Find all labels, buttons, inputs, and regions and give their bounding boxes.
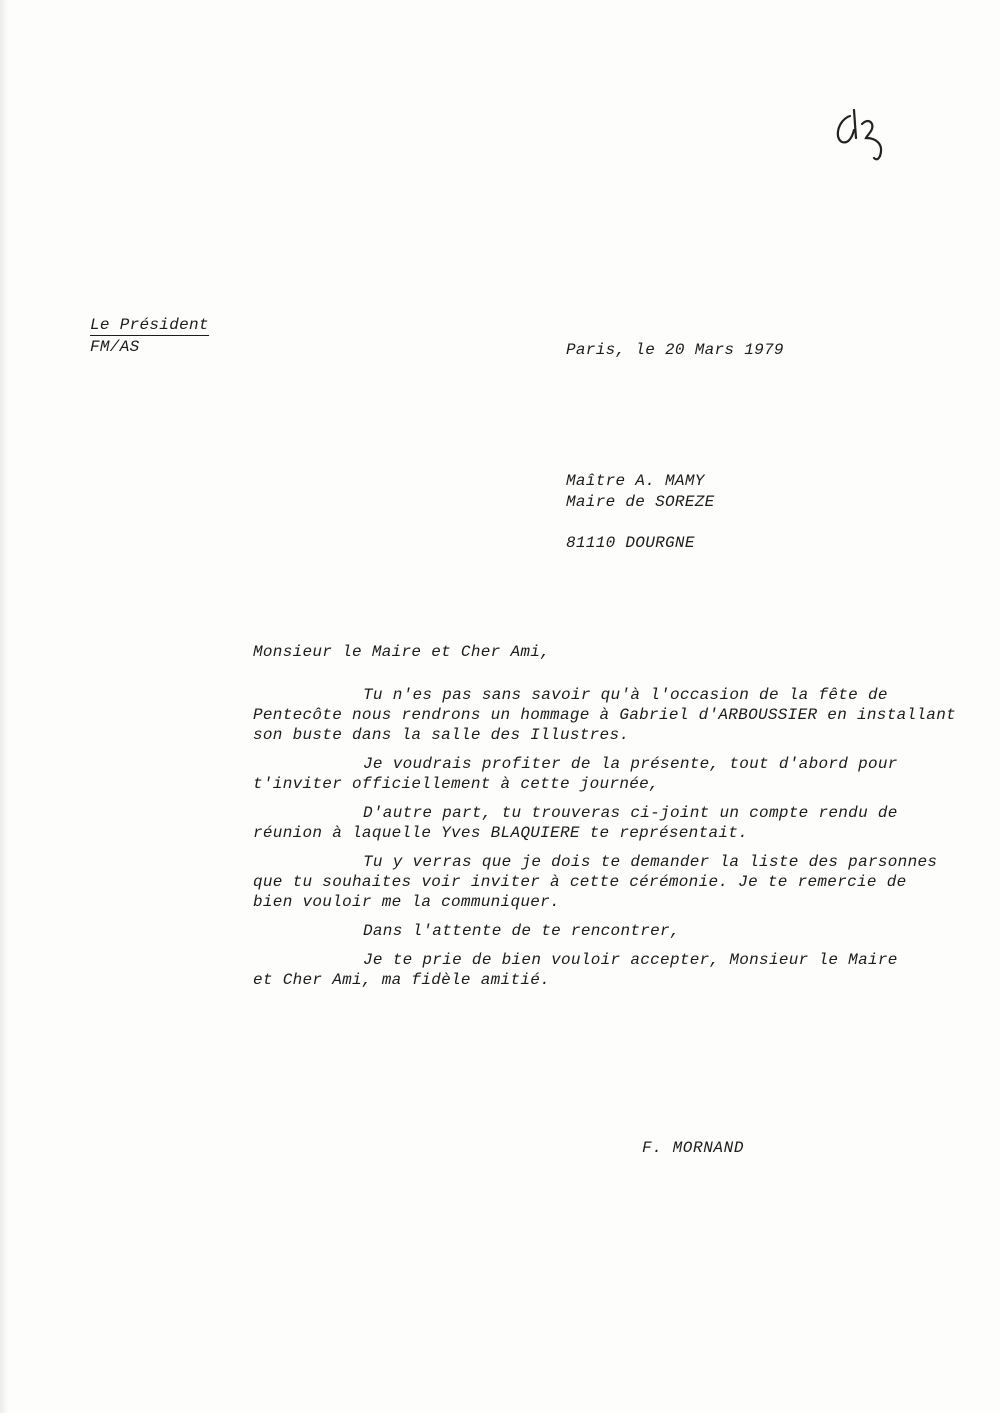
paragraph — [253, 803, 953, 843]
paragraph-line: D'autre part, tu trouveras ci-joint un compte rendu de — [363, 804, 898, 822]
paragraph-line: Pentecôte nous rendrons un hommage à Gabriel d'ARBOUSSIER en installant — [253, 706, 957, 724]
letter-date: Paris, le 20 Mars 1979 — [566, 341, 784, 359]
paragraph — [253, 921, 953, 941]
paragraph-line: t'inviter officiellement à cette journée, — [253, 775, 659, 793]
paragraph-line: Je te prie de bien vouloir accepter, Monsieur le Maire — [363, 951, 898, 969]
paragraph-line: et Cher Ami, ma fidèle amitié. — [253, 971, 551, 989]
signature-name: F. MORNAND — [642, 1139, 745, 1157]
paragraph-line: réunion à laquelle Yves BLAQUIERE te représentait. — [253, 824, 749, 842]
recipient-role: Maire de SOREZE — [566, 493, 715, 511]
paragraph — [253, 950, 953, 990]
paragraph-line: Tu n'es pas sans savoir qu'à l'occasion de la fête de — [363, 686, 888, 704]
sender-title: Le Président — [90, 316, 209, 334]
paragraph-line: Dans l'attente de te rencontrer, — [363, 922, 680, 940]
paragraph-line: bien vouloir me la communiquer. — [253, 893, 560, 911]
page-edge — [0, 0, 8, 1413]
handwritten-initials-icon — [828, 98, 898, 168]
paragraph — [253, 754, 953, 794]
salutation: Monsieur le Maire et Cher Ami, — [253, 643, 551, 661]
paragraph-line: son buste dans la salle des Illustres. — [253, 726, 630, 744]
paragraph — [253, 685, 957, 745]
paragraph-line: Je voudrais profiter de la présente, tout d'abord pour — [363, 755, 898, 773]
sender-reference: FM/AS — [90, 338, 140, 356]
letter-body — [253, 685, 957, 999]
recipient-address — [566, 471, 715, 554]
paragraph — [253, 852, 953, 912]
paragraph-line: que tu souhaites voir inviter à cette cérémonie. Je te remercie de — [253, 873, 907, 891]
paragraph-line: Tu y verras que je dois te demander la liste des parsonnes — [363, 853, 938, 871]
recipient-postal: 81110 DOURGNE — [566, 534, 695, 552]
recipient-name: Maître A. MAMY — [566, 472, 705, 490]
